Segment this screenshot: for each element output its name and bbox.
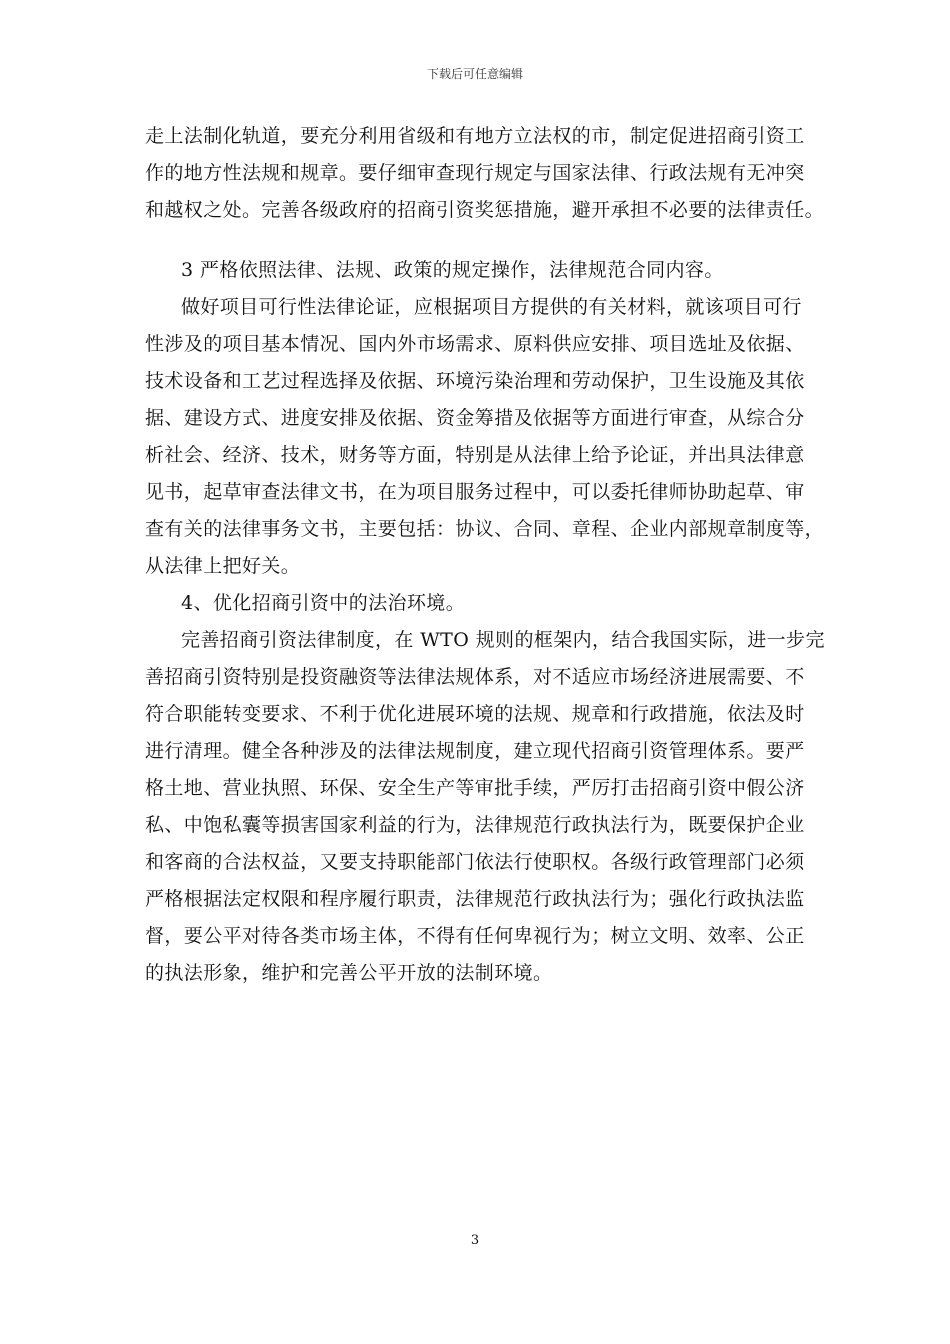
paragraph-feasibility [145, 289, 825, 585]
section-heading-text: 4、优化招商引资中的法治环境。 [181, 592, 466, 614]
page-number: 3 [470, 1233, 480, 1248]
text-line: 据、建设方式、进度安排及依据、资金筹措及依据等方面进行审查，从综合分 [145, 407, 805, 429]
text-line: 完善招商引资法律制度，在 WTO 规则的框架内，结合我国实际，进一步完 [181, 629, 825, 651]
text-line: 见书，起草审查法律文书，在为项目服务过程中，可以委托律师协助起草、审 [145, 481, 805, 503]
text-line: 从法律上把好关。 [145, 555, 301, 577]
text-line: 符合职能转变要求、不利于优化进展环境的法规、规章和行政措施，依法及时 [145, 703, 805, 725]
text-line: 严格根据法定权限和程序履行职责，法律规范行政执法行为；强化行政执法监 [145, 888, 805, 910]
text-line: 查有关的法律事务文书，主要包括：协议、合同、章程、企业内部规章制度等， [145, 518, 825, 540]
text-line: 和越权之处。完善各级政府的招商引资奖惩措施，避开承担不必要的法律责任。 [145, 199, 825, 221]
page-header: 下载后可任意编辑 [426, 67, 523, 81]
section-heading-3 [145, 252, 825, 289]
text-line: 和客商的合法权益，又要支持职能部门依法行使职权。各级行政管理部门必须 [145, 851, 805, 873]
text-line: 性涉及的项目基本情况、国内外市场需求、原料供应安排、项目选址及依据、 [145, 333, 805, 355]
text-line: 督，要公平对待各类市场主体，不得有任何卑视行为；树立文明、效率、公正 [145, 925, 805, 947]
paragraph-legal-environment [145, 622, 825, 992]
text-line: 作的地方性法规和规章。要仔细审查现行规定与国家法律、行政法规有无冲突 [145, 162, 805, 184]
text-line: 走上法制化轨道，要充分利用省级和有地方立法权的市，制定促进招商引资工 [145, 125, 805, 147]
document-body [145, 118, 825, 992]
section-heading-4 [145, 585, 825, 622]
text-line: 善招商引资特别是投资融资等法律法规体系，对不适应市场经济进展需要、不 [145, 666, 805, 688]
paragraph-continuation [145, 118, 825, 229]
text-line: 析社会、经济、技术，财务等方面，特别是从法律上给予论证，并出具法律意 [145, 444, 805, 466]
text-line: 进行清理。健全各种涉及的法律法规制度，建立现代招商引资管理体系。要严 [145, 740, 805, 762]
text-line: 的执法形象，维护和完善公平开放的法制环境。 [145, 962, 553, 984]
text-line: 做好项目可行性法律论证，应根据项目方提供的有关材料，就该项目可行 [181, 296, 802, 318]
section-heading-text: 3 严格依照法律、法规、政策的规定操作，法律规范合同内容。 [181, 259, 724, 281]
text-line: 技术设备和工艺过程选择及依据、环境污染治理和劳动保护，卫生设施及其依 [145, 370, 805, 392]
text-line: 私、中饱私囊等损害国家利益的行为，法律规范行政执法行为，既要保护企业 [145, 814, 805, 836]
text-line: 格土地、营业执照、环保、安全生产等审批手续，严厉打击招商引资中假公济 [145, 777, 805, 799]
